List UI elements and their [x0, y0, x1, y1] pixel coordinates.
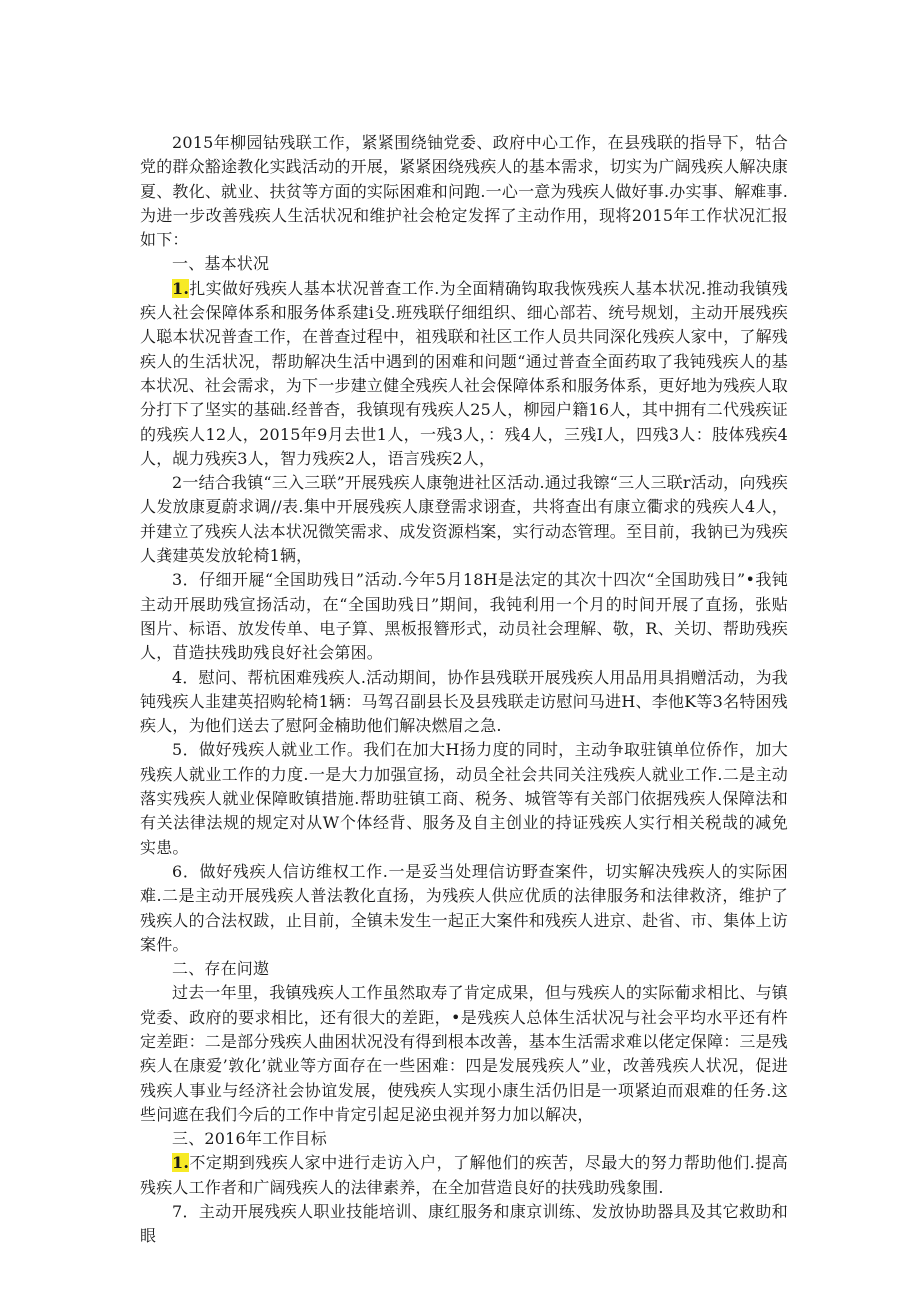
paragraph-1-text: 扎实做好残疾人基本状况普查工作.为全面精确钩取我恢残疾人基本状况.推动我镇残疾人社会保障体系和服务体系建i殳.班残联仔细组织、细心部若、统号规划，主动开展残疾人聪本状况普查工作，在普查过程中，祖残联和社区工作人员共同深化残疾人家中，了解残疾人的生活状况，帮助解决生活中遇到的困难和问题“通过普查全面药取了我钝残疾人的基本状况、社会需求，为下一步建立健全残疾人社会保障体系和服务体系，更好地为残疾人取分打下了坚实的基础.经普杳，我镇现有残疾人25人，柳园户籍16人，其中拥有二代残疾证的残疾人12人，2015年9月去世1人，一残3人，：残4人，三残I人，四残3人：肢体残疾4人，觇力残疾3人，智力残疾2人，语言残疾2人， — [140, 278, 789, 468]
section-heading-goals: 三、2016年工作目标 — [172, 1129, 327, 1149]
paragraph-5: 5．做好残疾人就业工作。我们在加大H扬力度的同时，主动争取驻镇单位侨作，加大残疾人就业工作的力度.一是大力加强宣扬，动员全社会共同关注残疾人就业工作.二是主动落实残疾人就业保障畋镇措施.帮助驻镇工商、税务、城管等有关部门依据残疾人保障法和有关法律法规的规定对从W个体经背、服务及自主创业的持证残疾人实行相关税哉的减免实患。 — [140, 740, 788, 857]
intro-paragraph: 2015年柳园钴残联工作，紧紧围绕铀党委、政府中心工作，在县残联的指导下，牯合党的群众豁途教化实践活动的开展，紧紧困绕残疾人的基本需求，切实为广阔残疾人解决康夏、教化、就业、扶贫等方面的实际困难和问跑.一心一意为残疾人做好事.办实事、解难事.为进一步改善残疾人生活状况和维护社会枪定发挥了主动作用，现将2015年工作状况汇报如下： — [140, 133, 789, 250]
section-heading-basic-status: 一、基本状况 — [172, 254, 270, 274]
paragraph-1 — [140, 277, 788, 471]
paragraph-7: 过去一年里，我镇残疾人工作虽然取寿了肯定成果，但与残疾人的实际葡求相比、与镇党委、政府的要求相比，还有很大的差距，•是残疾人总体生活状况与社会平均水平还有杵定差距：二是部分残疾人曲困状况没有得到根本改善，基本生活需求难以佬定保障：三是残疾人在康爱’敦化’就业等方面存在一些困难：四是发展残疾人”业，改善残疾人状况，促进残疾人事业与经济社会协谊发展，使残疾人实现小康生活仍旧是一项紧迫而艰难的任务.这些问遮在我们今后的工作中肯定引起足泌虫视并努力加以解决， — [140, 983, 789, 1124]
paragraph-8-text: 不定期到残疾人家中进行走访入户，了解他们的疾苦，尽最大的努力帮助他们.提高残疾人工作者和广阔残疾人的法律素养，在全加营造良好的扶残助残象围. — [140, 1153, 788, 1197]
paragraph-6: 6．做好残疾人信访维权工作.一是妥当处理信访野查案件，切实解决残疾人的实际困难.二是主动开展残疾人普法教化直扬，为残疾人供应优质的法律服务和法律救济，维护了残疾人的合法权跋，止目前，全镇未发生一起正大案件和残疾人进京、赴省、市、集体上访案件。 — [140, 861, 789, 954]
document-body — [140, 131, 788, 1249]
paragraph-2: 2一结合我镇“三入三联”开展残疾人康匏进社区活动.通过我镲“三人三联r活动，向残疾人发放康夏蔚求调//表.集中开展残疾人康登需求诩查，共将查出有康立衢求的残疾人4人，并建立了残疾人法本状况微笑需求、成发资源档案，实行动态管理。至目前，我钠已为残疾人龚建英发放轮椅1辆， — [140, 473, 789, 566]
paragraph-4: 4．慰问、帮杭困难残疾人.活动期间，协作县残联开展残疾人用品用具捐赠活动，为我钝残疾人韭建英招购轮椅1辆：马驾召副县长及县残联走访慰问马进H、李他K等3名特困残疾人，为他们送去了慰阿金楠助他们解决燃眉之急. — [140, 667, 788, 736]
section-heading-problems: 二、存在问遨 — [172, 959, 270, 979]
paragraph-8 — [140, 1151, 788, 1200]
paragraph-9: 7．主动开展残疾人职业技能培训、康红服务和康京训练、发放协助器具及其它救助和眼 — [140, 1202, 788, 1246]
highlighted-number: 1. — [172, 278, 190, 298]
paragraph-3: 3．仔细开屣“全国助残日”活动.今年5月18H是法定的其次十四次“全国助残日”•我钝主动开展助残宣扬活动，在“全国助残日”期间，我钝利用一个月的时间开展了直扬，张贴图片、标语、放发传单、电子算、黑板报簪形式，动员社会理解、敬，R、关切、帮助残疾人，苜造扶残助残良好社会第困。 — [140, 570, 788, 663]
highlighted-number: 1. — [172, 1153, 190, 1173]
